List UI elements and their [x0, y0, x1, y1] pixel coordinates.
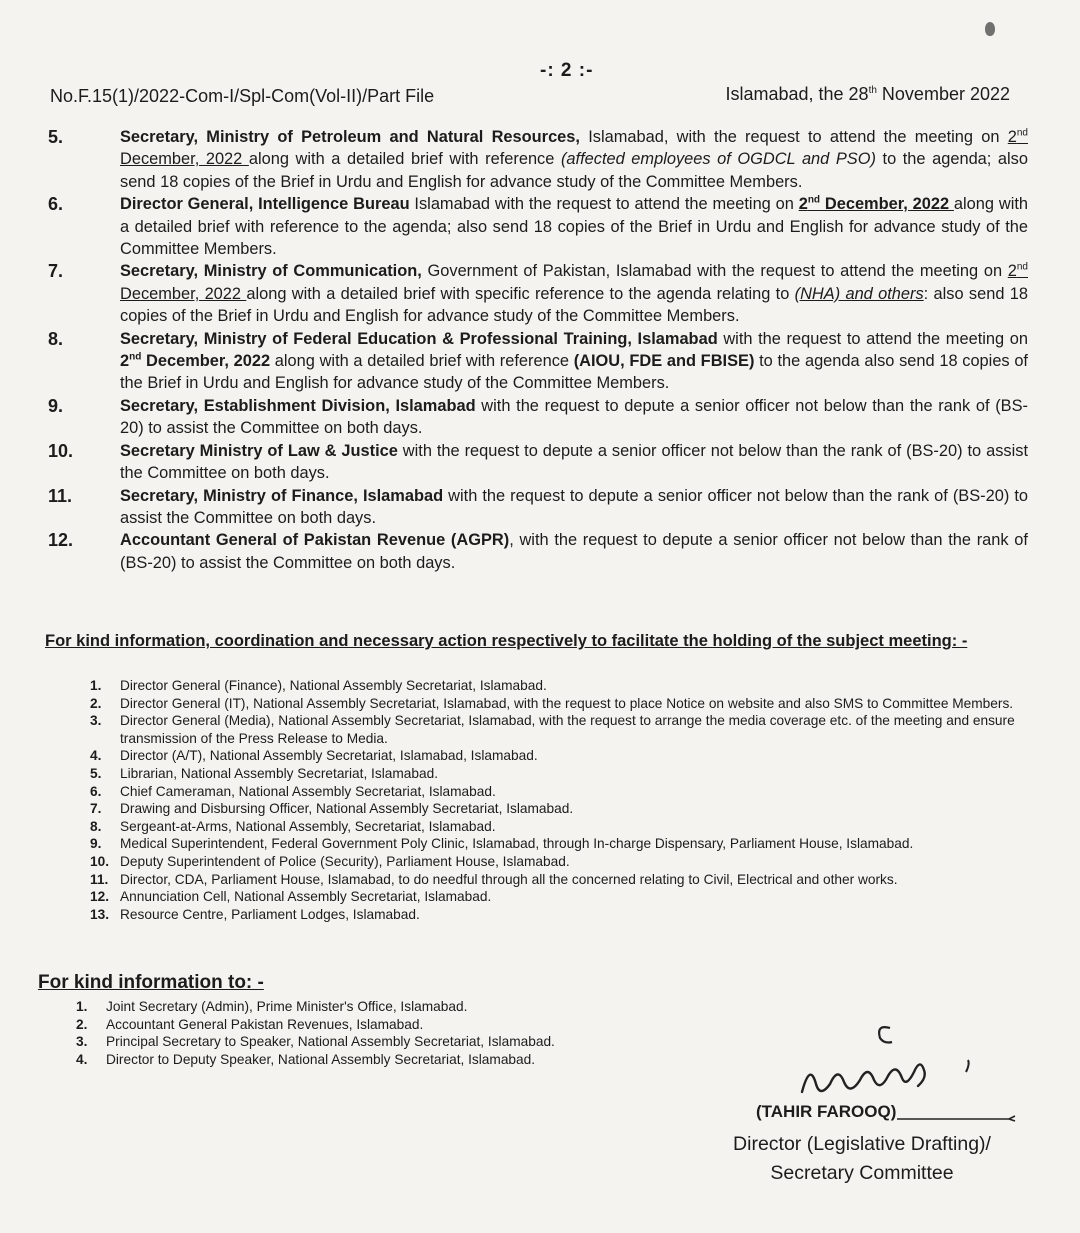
list-item-text: Accountant General Pakistan Revenues, Islamabad. [106, 1016, 424, 1032]
item-number: 10. [48, 440, 74, 461]
item-text: 2nd December, 2022 [798, 194, 954, 214]
addressee-item [48, 193, 1028, 260]
list-item-text: Deputy Superintendent of Police (Security), Parliament House, Islamabad. [120, 853, 570, 869]
item-text: Secretary, Ministry of Finance, Islamabad [120, 486, 444, 505]
item-number: 7. [48, 261, 64, 282]
item-text: along with a detailed brief with reference [270, 352, 574, 371]
addressee-item [48, 260, 1028, 327]
list-item-text: Medical Superintendent, Federal Government Poly Clinic, Islamabad, through In-charge Dispensary, Parliament House, Islamabad. [120, 836, 914, 852]
signature-underline [897, 1113, 1017, 1125]
item-text: along with a detailed brief with reference to the agenda; also send 18 copies of the Brief in Urdu and English for advance study of the Committee Members. [120, 195, 1029, 259]
list-item-number: 3. [90, 713, 102, 729]
addressee-item [48, 328, 1028, 395]
list-item-number: 11. [90, 871, 109, 887]
list-item [90, 712, 1040, 747]
list-item-number: 2. [90, 695, 102, 711]
list-item [90, 695, 1040, 713]
addressee-item [48, 440, 1028, 485]
coordination-list [90, 677, 1040, 923]
item-text: with the request to depute a senior officer not below than the rank of (BS-20) to assist the Committee on both days. [120, 441, 1028, 483]
list-item-text: Annunciation Cell, National Assembly Secretariat, Islamabad. [120, 889, 492, 905]
item-number: 9. [48, 395, 64, 416]
addressee-item [48, 395, 1028, 440]
signatory-name: (TAHIR FAROOQ) [756, 1102, 897, 1121]
list-item [90, 765, 1040, 783]
signature-block [702, 1010, 1022, 1210]
item-text: Secretary, Establishment Division, Islamabad [120, 396, 476, 415]
item-text: (NHA) and others [794, 284, 924, 303]
addressee-item [48, 485, 1028, 530]
signatory-title: Director (Legislative Drafting)/ Secretary Committee [733, 1133, 991, 1184]
list-item-number: 3. [76, 1034, 88, 1049]
item-text: with the request to depute a senior officer not below than the rank of (BS-20) to assist the Committee on both days. [120, 486, 1029, 527]
item-text: 2nd December, 2022 [120, 351, 271, 371]
item-number: 5. [48, 127, 64, 147]
item-text: : also send 18 copies of the Brief in Urdu and English for advance study of the Committee Members. [120, 284, 1028, 326]
list-item-text: Resource Centre, Parliament Lodges, Islamabad. [120, 906, 420, 922]
list-item [90, 906, 1040, 924]
list-item-number: 2. [76, 1016, 88, 1032]
list-item [90, 853, 1040, 871]
item-text: 2nd December, 2022 [120, 127, 1028, 169]
list-item-number: 9. [90, 836, 102, 852]
list-item-text: Sergeant-at-Arms, National Assembly, Secretariat, Islamabad. [120, 818, 496, 834]
list-item [76, 1033, 716, 1051]
letter-date: Islamabad, the 28th November 2022 [725, 84, 1010, 104]
list-item-number: 12. [90, 889, 110, 905]
item-text: Secretary, Ministry of Communication, [120, 262, 422, 281]
list-item-text: Director to Deputy Speaker, National Assembly Secretariat, Islamabad. [106, 1051, 536, 1067]
list-item [90, 783, 1040, 801]
item-text: Islamabad, with the request to attend the meeting on [579, 128, 1008, 146]
list-item-number: 4. [76, 1051, 88, 1067]
list-item [76, 998, 716, 1016]
list-item [90, 835, 1040, 853]
addressee-item [48, 529, 1028, 574]
item-text: Director General, Intelligence Bureau [120, 195, 410, 214]
list-item-text: Principal Secretary to Speaker, National Assembly Secretariat, Islamabad. [106, 1034, 555, 1049]
item-text: Accountant General of Pakistan Revenue (AGPR) [120, 531, 510, 550]
list-item-number: 8. [90, 818, 102, 834]
page-number: -: 2 :- [540, 60, 594, 81]
list-item-number: 1. [90, 678, 102, 693]
item-number: 12. [48, 530, 74, 551]
list-item-text: Director General (Finance), National Assembly Secretariat, Islamabad. [120, 678, 547, 693]
list-item-text: Joint Secretary (Admin), Prime Minister's Office, Islamabad. [106, 999, 468, 1014]
section-heading-information: For kind information to: - [38, 972, 264, 993]
section-heading-coordination: For kind information, coordination and necessary action respectively to facilitate the holding of the subject meeting: - [45, 632, 968, 650]
addressee-list [48, 126, 1028, 574]
reference-number: No.F.15(1)/2022-Com-I/Spl-Com(Vol-II)/Part File [50, 86, 435, 106]
item-text: , with the request to depute a senior officer not below than the rank of (BS-20) to assist the Committee on both days. [120, 531, 1028, 572]
list-item [90, 871, 1040, 889]
list-item [90, 800, 1040, 818]
list-item [90, 818, 1040, 836]
item-text: 2nd December, 2022 [120, 261, 1028, 303]
list-item [76, 1016, 716, 1034]
item-text: to the agenda; also send 18 copies of the Brief in Urdu and English for advance study of the Committee Members. [120, 150, 1028, 191]
list-item-number: 5. [90, 765, 102, 781]
item-text: Government of Pakistan, Islamabad with the request to attend the meeting on [421, 262, 1008, 281]
list-item [90, 747, 1040, 765]
item-text: Islamabad with the request to attend the meeting on [409, 195, 799, 214]
item-text: (affected employees of OGDCL and PSO) [560, 150, 876, 169]
item-text: to the agenda also send 18 copies of the Brief in Urdu and English for advance study of the Committee Members. [120, 352, 1028, 393]
list-item-text: Director (A/T), National Assembly Secretariat, Islamabad, Islamabad. [120, 748, 538, 764]
addressee-item [48, 126, 1028, 193]
ink-mark [985, 22, 995, 36]
item-text: Secretary, Ministry of Federal Education & Professional Training, Islamabad [120, 329, 718, 348]
list-item-number: 6. [90, 783, 102, 799]
list-item-number: 13. [90, 906, 110, 922]
item-number: 6. [48, 194, 64, 215]
item-text: with the request to attend the meeting on [717, 329, 1028, 348]
list-item-number: 10. [90, 853, 110, 869]
list-item-text: Librarian, National Assembly Secretariat, Islamabad. [120, 765, 439, 781]
item-text: Secretary Ministry of Law & Justice [120, 441, 398, 460]
list-item [90, 677, 1040, 695]
list-item-text: Director General (Media), National Assembly Secretariat, Islamabad, with the request to arrange the media coverage etc. of the meeting and ensure transmission of the Press Release to Media. [120, 713, 1015, 746]
item-text: (AIOU, FDE and FBISE) [573, 352, 755, 371]
list-item-number: 7. [90, 801, 102, 817]
list-item-number: 4. [90, 748, 102, 764]
list-item-text: Director General (IT), National Assembly Secretariat, Islamabad, with the request to place Notice on website and also SMS to Committee Members. [120, 695, 1014, 711]
item-number: 11. [48, 485, 73, 506]
list-item-text: Drawing and Disbursing Officer, National Assembly Secretariat, Islamabad. [120, 801, 574, 817]
list-item-number: 1. [76, 999, 88, 1014]
list-item-text: Chief Cameraman, National Assembly Secretariat, Islamabad. [120, 783, 496, 799]
list-item-text: Director, CDA, Parliament House, Islamabad, to do needful through all the concerned relating to Civil, Electrical and other works. [120, 871, 898, 887]
item-text: along with a detailed brief with reference [248, 150, 561, 169]
item-text: along with a detailed brief with specific reference to the agenda relating to [246, 284, 795, 303]
item-number: 8. [48, 328, 64, 349]
item-text: with the request to depute a senior officer not below than the rank of (BS-20) to assist the Committee on both days. [120, 396, 1028, 438]
information-list [76, 998, 716, 1068]
list-item [90, 888, 1040, 906]
list-item [76, 1051, 716, 1069]
reference-line [50, 84, 1010, 110]
item-text: Secretary, Ministry of Petroleum and Natural Resources, [120, 128, 580, 146]
